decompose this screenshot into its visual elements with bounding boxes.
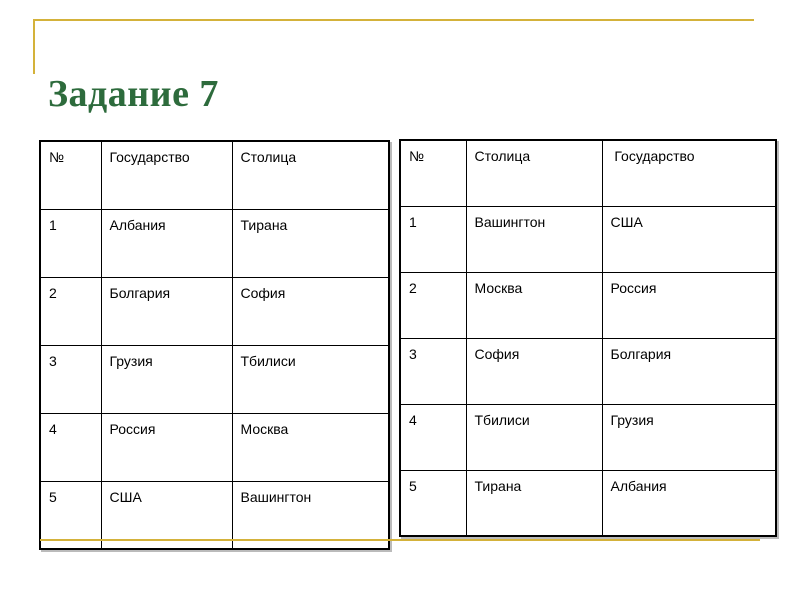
cell-capital: София bbox=[466, 338, 602, 404]
table-row bbox=[400, 272, 776, 338]
cell-country: Россия bbox=[602, 272, 776, 338]
cell-number: 2 bbox=[400, 272, 466, 338]
table-row bbox=[40, 209, 389, 277]
cell-number: 2 bbox=[40, 277, 101, 345]
cell-capital: Москва bbox=[466, 272, 602, 338]
table-row bbox=[400, 404, 776, 470]
cell-capital: Тбилиси bbox=[466, 404, 602, 470]
cell-number: 4 bbox=[40, 413, 101, 481]
cell-country: США bbox=[101, 481, 232, 549]
table-row bbox=[40, 277, 389, 345]
capitals-countries-table bbox=[399, 139, 777, 537]
left-accent-line bbox=[33, 20, 35, 74]
cell-capital: Москва bbox=[232, 413, 389, 481]
table-row bbox=[40, 413, 389, 481]
cell-country: Россия bbox=[101, 413, 232, 481]
cell-number: 1 bbox=[40, 209, 101, 277]
cell-number: 3 bbox=[400, 338, 466, 404]
cell-country: США bbox=[602, 206, 776, 272]
cell-capital: Тирана bbox=[466, 470, 602, 536]
cell-number: 1 bbox=[400, 206, 466, 272]
cell-country: Грузия bbox=[101, 345, 232, 413]
countries-capitals-table bbox=[39, 140, 390, 550]
table-header-row bbox=[40, 141, 389, 209]
cell-capital: Тбилиси bbox=[232, 345, 389, 413]
cell-number: 3 bbox=[40, 345, 101, 413]
table-header-row bbox=[400, 140, 776, 206]
table-row bbox=[400, 470, 776, 536]
cell-number: 5 bbox=[400, 470, 466, 536]
table-row bbox=[40, 345, 389, 413]
cell-capital: Вашингтон bbox=[466, 206, 602, 272]
cell-number: 4 bbox=[400, 404, 466, 470]
cell-capital: София bbox=[232, 277, 389, 345]
header-capital: Столица bbox=[232, 141, 389, 209]
cell-capital: Вашингтон bbox=[232, 481, 389, 549]
cell-country: Албания bbox=[602, 470, 776, 536]
cell-country: Грузия bbox=[602, 404, 776, 470]
cell-country: Болгария bbox=[602, 338, 776, 404]
header-number: № bbox=[40, 141, 101, 209]
top-accent-line bbox=[33, 19, 754, 21]
header-country: Государство bbox=[602, 140, 776, 206]
bottom-accent-line bbox=[40, 539, 760, 541]
cell-capital: Тирана bbox=[232, 209, 389, 277]
cell-number: 5 bbox=[40, 481, 101, 549]
header-number: № bbox=[400, 140, 466, 206]
cell-country: Албания bbox=[101, 209, 232, 277]
table-row bbox=[400, 206, 776, 272]
cell-country: Болгария bbox=[101, 277, 232, 345]
header-country: Государство bbox=[101, 141, 232, 209]
page-title: Задание 7 bbox=[48, 73, 219, 115]
table-row bbox=[400, 338, 776, 404]
header-capital: Столица bbox=[466, 140, 602, 206]
